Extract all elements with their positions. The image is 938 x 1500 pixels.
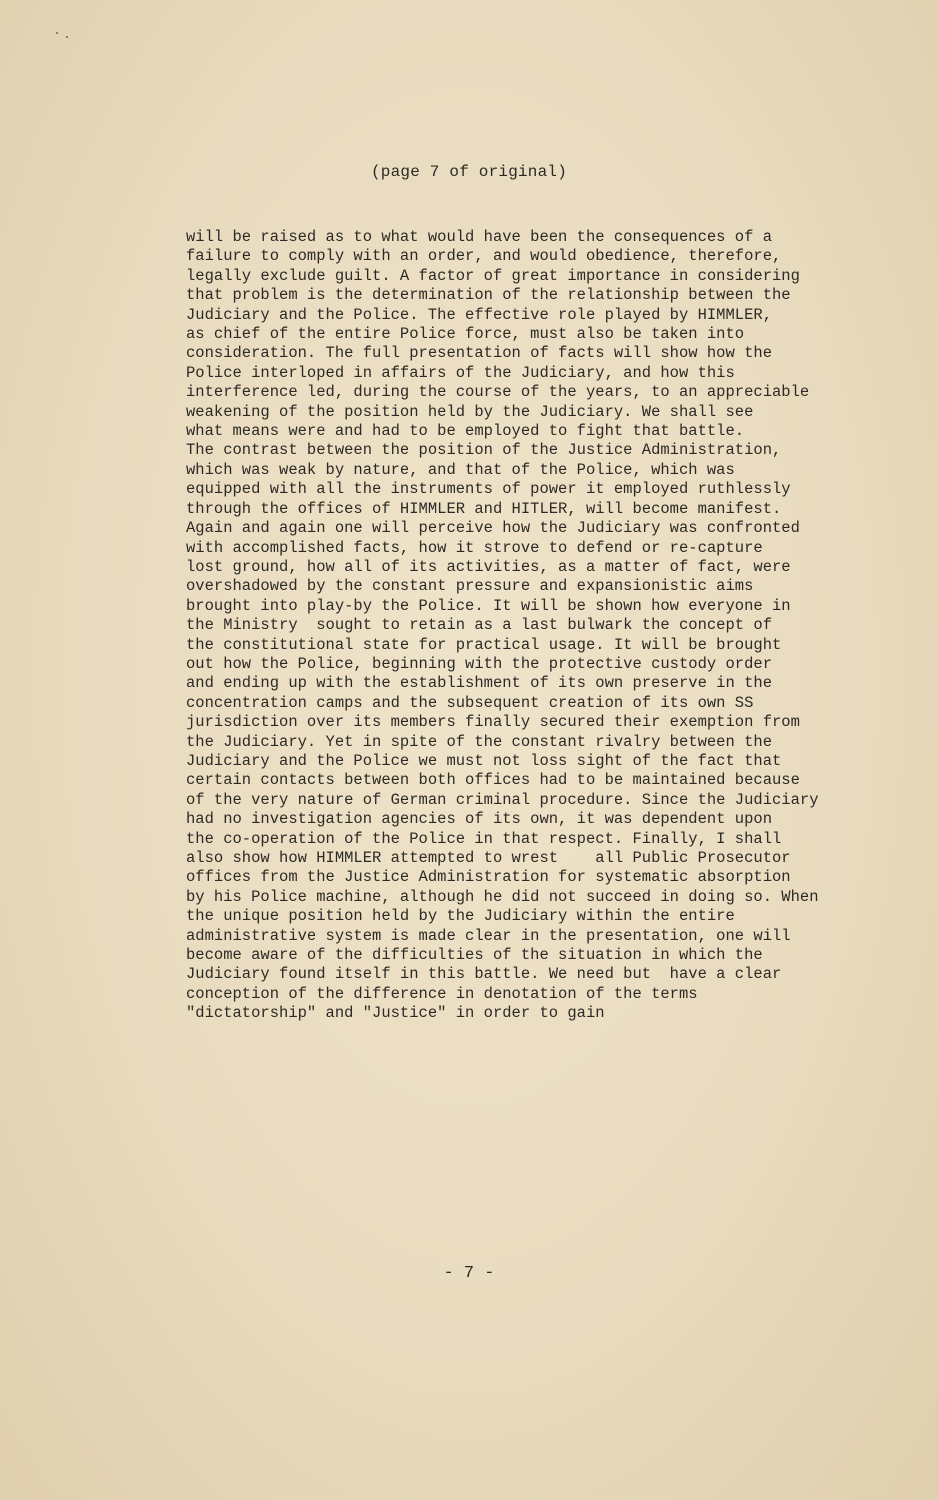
body-line: brought into play-by the Police. It will be shown how everyone in	[186, 596, 791, 615]
body-line: the unique position held by the Judiciary within the entire	[186, 907, 735, 926]
body-line: the co-operation of the Police in that respect. Finally, I shall	[186, 829, 782, 848]
body-line: and ending up with the establishment of its own preserve in the	[186, 674, 772, 693]
body-line: that problem is the determination of the relationship between the	[186, 286, 791, 305]
paper-speck	[56, 32, 58, 34]
body-line: overshadowed by the constant pressure and expansionistic aims	[186, 577, 754, 596]
body-line: by his Police machine, although he did not succeed in doing so. When	[186, 887, 819, 906]
body-line: Judiciary found itself in this battle. We need but have a clear	[186, 965, 782, 984]
body-line: with accomplished facts, how it strove to defend or re-capture	[186, 538, 763, 557]
body-line: jurisdiction over its members finally secured their exemption from	[186, 713, 800, 732]
body-line: Judiciary and the Police. The effective role played by HIMMLER,	[186, 305, 772, 324]
body-line: certain contacts between both offices had to be maintained because	[186, 771, 800, 790]
body-line: equipped with all the instruments of power it employed ruthlessly	[186, 480, 791, 499]
body-line: legally exclude guilt. A factor of great importance in considering	[186, 266, 800, 285]
body-line: Judiciary and the Police we must not loss sight of the fact that	[186, 751, 782, 770]
body-line: offices from the Justice Administration for systematic absorption	[186, 868, 791, 887]
page-number: - 7 -	[443, 1264, 495, 1283]
body-line: Police interloped in affairs of the Judiciary, and how this	[186, 363, 735, 382]
body-line: of the very nature of German criminal procedure. Since the Judiciary	[186, 790, 819, 809]
body-line: administrative system is made clear in the presentation, one will	[186, 926, 791, 945]
body-line: as chief of the entire Police force, must also be taken into	[186, 325, 745, 344]
body-line: the Ministry sought to retain as a last bulwark the concept of	[186, 616, 772, 635]
body-line: had no investigation agencies of its own, it was dependent upon	[186, 810, 772, 829]
document-body	[186, 228, 886, 1024]
body-line: what means were and had to be employed to fight that battle.	[186, 422, 745, 441]
body-line: become aware of the difficulties of the situation in which the	[186, 946, 763, 965]
body-line: concentration camps and the subsequent creation of its own SS	[186, 693, 754, 712]
body-line: the Judiciary. Yet in spite of the constant rivalry between the	[186, 732, 772, 751]
body-line: The contrast between the position of the Justice Administration,	[186, 441, 782, 460]
body-line: out how the Police, beginning with the protective custody order	[186, 654, 772, 673]
body-line: weakening of the position held by the Judiciary. We shall see	[186, 402, 754, 421]
body-line: the constitutional state for practical usage. It will be brought	[186, 635, 782, 654]
body-line: through the offices of HIMMLER and HITLER, will become manifest.	[186, 499, 782, 518]
body-line: "dictatorship" and "Justice" in order to gain	[186, 1004, 605, 1023]
page-header: (page 7 of original)	[370, 163, 568, 181]
body-line: Again and again one will perceive how the Judiciary was confronted	[186, 519, 800, 538]
body-line: conception of the difference in denotation of the terms	[186, 984, 698, 1003]
body-line: consideration. The full presentation of facts will show how the	[186, 344, 772, 363]
body-line: interference led, during the course of the years, to an appreciable	[186, 383, 810, 402]
body-line: failure to comply with an order, and would obedience, therefore,	[186, 247, 782, 266]
body-line: lost ground, how all of its activities, as a matter of fact, were	[186, 557, 791, 576]
paper-speck	[66, 36, 68, 38]
body-line: which was weak by nature, and that of the Police, which was	[186, 460, 735, 479]
body-line: will be raised as to what would have been the consequences of a	[186, 228, 772, 246]
body-line: also show how HIMMLER attempted to wrest all Public Prosecutor	[186, 849, 791, 867]
